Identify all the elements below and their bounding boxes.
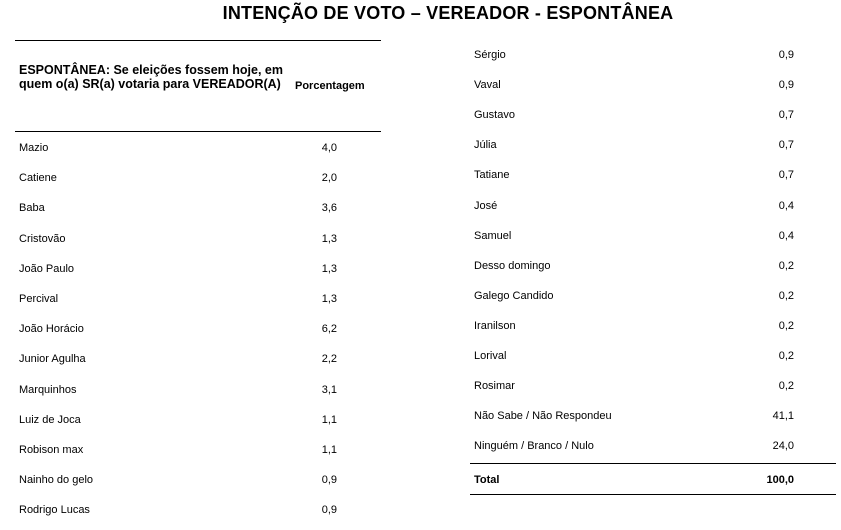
table-row	[474, 319, 794, 333]
percentage-value: 0,4	[778, 229, 794, 242]
candidate-name: Baba	[19, 202, 45, 215]
candidate-name: Mazio	[19, 142, 49, 154]
table-row	[19, 322, 339, 336]
total-top-rule	[470, 463, 836, 464]
percentage-value: 0,9	[321, 474, 337, 487]
table-row	[19, 473, 339, 487]
candidate-name: Rosimar	[474, 380, 515, 393]
table-row	[474, 379, 794, 393]
percentage-value: 2,2	[321, 353, 337, 366]
percentage-value: 1,1	[321, 444, 337, 456]
percentage-value: 0,7	[778, 109, 794, 122]
percentage-value: 0,9	[778, 79, 794, 92]
table-row	[474, 138, 794, 152]
table-row	[474, 48, 794, 62]
candidate-name: Marquinhos	[19, 383, 77, 396]
table-row	[19, 171, 339, 185]
candidate-name: Samuel	[474, 229, 512, 242]
percentage-value: 3,6	[321, 202, 337, 215]
candidate-name: João Paulo	[19, 262, 75, 275]
candidate-name: Junior Agulha	[19, 353, 86, 366]
percentage-value: 1,3	[321, 232, 337, 245]
table-row	[474, 108, 794, 122]
candidate-name: Gustavo	[474, 109, 515, 122]
candidate-name: Cristovão	[19, 232, 66, 245]
table-row	[474, 168, 794, 182]
percentage-value: 1,1	[321, 413, 337, 426]
table-row	[19, 383, 339, 397]
table-row	[474, 229, 794, 243]
percentage-value: 0,7	[778, 169, 794, 182]
percentage-value: 0,9	[321, 504, 337, 517]
percentage-value: 1,3	[321, 262, 337, 275]
percentage-value: 4,0	[321, 142, 337, 154]
percentage-value: 0,9	[778, 49, 794, 61]
candidate-name: Luiz de Joca	[19, 413, 81, 426]
candidate-name: João Horácio	[19, 323, 84, 336]
percentage-value: 24,0	[772, 440, 794, 453]
total-row	[474, 473, 794, 487]
candidate-name: Sérgio	[474, 49, 506, 61]
table-top-rule	[15, 40, 381, 41]
candidate-name: Rodrigo Lucas	[19, 504, 90, 517]
percentage-value: 2,0	[321, 172, 337, 185]
candidate-name: Vaval	[474, 79, 501, 92]
header-bottom-rule	[15, 131, 381, 132]
table-row	[19, 141, 339, 155]
candidate-name: Iranilson	[474, 319, 516, 332]
total-value: 100,0	[766, 474, 794, 486]
table-row	[474, 349, 794, 363]
total-label: Total	[474, 474, 500, 486]
candidate-name: Não Sabe / Não Respondeu	[474, 410, 612, 423]
candidate-name: José	[474, 199, 498, 212]
total-bottom-rule	[470, 494, 836, 495]
table-row	[19, 292, 339, 306]
table-row	[474, 409, 794, 423]
table-row	[19, 352, 339, 366]
table-row	[474, 439, 794, 453]
percentage-value: 3,1	[321, 383, 337, 396]
percentage-value: 41,1	[772, 410, 794, 423]
percentage-value: 0,2	[778, 319, 794, 332]
candidate-name: Nainho do gelo	[19, 474, 94, 487]
table-row	[474, 289, 794, 303]
candidate-name: Tatiane	[474, 169, 510, 182]
table-row	[474, 78, 794, 92]
candidate-name: Ninguém / Branco / Nulo	[474, 440, 594, 453]
table-row	[474, 259, 794, 273]
table-row	[19, 443, 339, 457]
question-header: ESPONTÂNEA: Se eleições fossem hoje, em quem o(a) SR(a) votaria para VEREADOR(A)	[19, 63, 283, 91]
percentage-value: 0,2	[778, 289, 794, 302]
percentage-value: 0,2	[778, 350, 794, 362]
table-row	[19, 232, 339, 246]
table-row	[474, 199, 794, 213]
percentage-value: 1,3	[321, 293, 337, 305]
candidate-name: Júlia	[474, 139, 497, 152]
candidate-name: Desso domingo	[474, 259, 551, 272]
percentage-value: 0,7	[778, 139, 794, 152]
percentage-value: 0,4	[778, 199, 794, 212]
candidate-name: Robison max	[19, 444, 84, 456]
candidate-name: Galego Candido	[474, 289, 554, 302]
page-title: INTENÇÃO DE VOTO – VEREADOR - ESPONTÂNEA	[222, 3, 674, 23]
candidate-name: Percival	[19, 293, 59, 305]
percent-header: Porcentagem	[295, 80, 365, 92]
table-row	[19, 413, 339, 427]
percentage-value: 6,2	[321, 323, 337, 336]
table-row	[19, 201, 339, 215]
candidate-name: Catiene	[19, 172, 57, 185]
percentage-value: 0,2	[778, 259, 794, 272]
percentage-value: 0,2	[778, 380, 794, 393]
table-row	[19, 262, 339, 276]
table-row	[19, 503, 339, 517]
candidate-name: Lorival	[474, 350, 507, 362]
